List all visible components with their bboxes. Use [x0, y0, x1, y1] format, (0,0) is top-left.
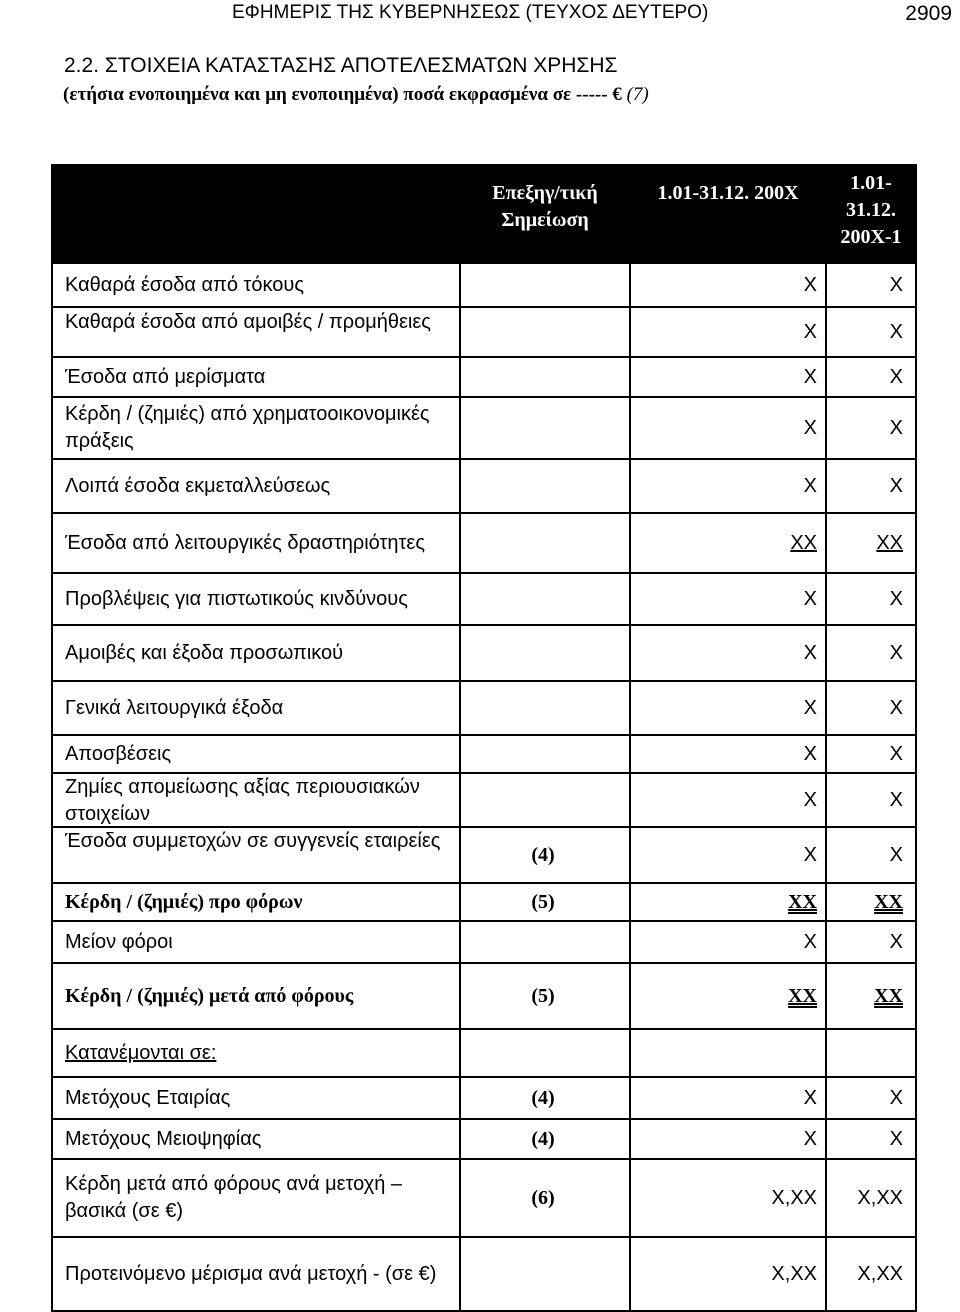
row-current: X	[630, 625, 826, 681]
row-note	[460, 773, 630, 827]
row-label: Καθαρά έσοδα από τόκους	[52, 263, 460, 307]
row-current: X,XX	[630, 1159, 826, 1237]
row-label: Προβλέψεις για πιστωτικούς κινδύνους	[52, 573, 460, 625]
row-previous: X	[826, 307, 916, 357]
row-previous	[826, 883, 916, 921]
row-label-text: Έσοδα συμμετοχών σε συγγενείς εταιρείες	[65, 830, 441, 852]
header-label-cell	[52, 165, 460, 263]
section-subtitle	[63, 84, 649, 106]
row-note: (4)	[460, 1119, 630, 1159]
row-note	[460, 459, 630, 513]
row-current-value: XX	[788, 890, 817, 913]
row-previous: X	[826, 735, 916, 773]
row-note: (5)	[460, 883, 630, 921]
table-row	[52, 883, 916, 921]
row-label: Μετόχους Μειοψηφίας	[52, 1119, 460, 1159]
row-current	[630, 963, 826, 1029]
row-current: X	[630, 1077, 826, 1119]
table-row	[52, 513, 916, 573]
row-label-text: Ζημίες απομείωσης αξίας περιουσιακών στοιχείων	[65, 776, 420, 825]
page-number: 2909	[905, 2, 952, 25]
row-previous	[826, 963, 916, 1029]
table-row	[52, 1159, 916, 1237]
row-previous: X	[826, 921, 916, 963]
row-note	[460, 1029, 630, 1077]
row-previous: X	[826, 1119, 916, 1159]
journal-title: ΕΦΗΜΕΡΙΣ ΤΗΣ ΚΥΒΕΡΝΗΣΕΩΣ (ΤΕΥΧΟΣ ΔΕΥΤΕΡΟ)	[232, 2, 709, 23]
row-current: X	[630, 573, 826, 625]
row-label: Έσοδα από λειτουργικές δραστηριότητες	[52, 513, 460, 573]
row-label: Αμοιβές και έξοδα προσωπικού	[52, 625, 460, 681]
row-current	[630, 883, 826, 921]
allocation-heading: Κατανέμονται σε:	[65, 1041, 217, 1064]
row-note	[460, 735, 630, 773]
row-previous: X,XX	[826, 1159, 916, 1237]
row-previous: X	[826, 827, 916, 883]
row-label	[52, 1029, 460, 1077]
table-row	[52, 1237, 916, 1311]
row-note	[460, 513, 630, 573]
table-row	[52, 1029, 916, 1077]
row-previous: X	[826, 681, 916, 735]
row-current: X	[630, 921, 826, 963]
income-statement-table	[51, 164, 917, 1312]
row-label: Κέρδη μετά από φόρους ανά μετοχή – βασικά (σε €)	[52, 1159, 460, 1237]
row-current: X	[630, 397, 826, 459]
row-current: X	[630, 681, 826, 735]
row-label: Κέρδη / (ζημιές) μετά από φόρους	[52, 963, 460, 1029]
row-label: Έσοδα από μερίσματα	[52, 357, 460, 397]
row-label: Γενικά λειτουργικά έξοδα	[52, 681, 460, 735]
row-note	[460, 397, 630, 459]
row-note	[460, 263, 630, 307]
row-current: X	[630, 735, 826, 773]
table-header-row	[52, 165, 916, 263]
row-current: X	[630, 263, 826, 307]
row-current: X	[630, 357, 826, 397]
row-current-value: XX	[790, 531, 817, 554]
row-current: X,XX	[630, 1237, 826, 1311]
row-current: X	[630, 307, 826, 357]
section-title: 2.2. ΣΤΟΙΧΕΙΑ ΚΑΤΑΣΤΑΣΗΣ ΑΠΟΤΕΛΕΣΜΑΤΩΝ ΧΡΗΣΗΣ	[64, 54, 618, 77]
row-previous: X	[826, 459, 916, 513]
row-label	[52, 773, 460, 827]
table-row	[52, 625, 916, 681]
row-note: (4)	[460, 827, 630, 883]
row-label: Κέρδη / (ζημιές) προ φόρων	[52, 883, 460, 921]
row-note	[460, 573, 630, 625]
row-previous: X	[826, 263, 916, 307]
table-row	[52, 827, 916, 883]
table-row	[52, 773, 916, 827]
table-row	[52, 357, 916, 397]
row-current	[630, 513, 826, 573]
table-row	[52, 1119, 916, 1159]
table-row	[52, 459, 916, 513]
row-previous-value: XX	[874, 890, 903, 913]
row-previous	[826, 513, 916, 573]
row-current: X	[630, 1119, 826, 1159]
header-previous-period: 1.01- 31.12. 200X-1	[826, 165, 916, 263]
row-current: X	[630, 459, 826, 513]
table-row	[52, 1077, 916, 1119]
row-note	[460, 357, 630, 397]
row-label: Κέρδη / (ζημιές) από χρηματοοικονομικές πράξεις	[52, 397, 460, 459]
subtitle-text: (ετήσια ενοποιημένα και μη ενοποιημένα) ποσά εκφρασμένα σε ----- €	[63, 84, 622, 105]
header-note: Επεξηγ/τική Σημείωση	[460, 165, 630, 263]
table-row	[52, 307, 916, 357]
table-row	[52, 735, 916, 773]
row-previous: X,XX	[826, 1237, 916, 1311]
row-note: (5)	[460, 963, 630, 1029]
page-header	[0, 2, 960, 28]
row-note	[460, 921, 630, 963]
table-row	[52, 921, 916, 963]
row-current: X	[630, 773, 826, 827]
table-row	[52, 963, 916, 1029]
row-previous: X	[826, 357, 916, 397]
row-previous: X	[826, 773, 916, 827]
row-label: Μετόχους Εταιρίας	[52, 1077, 460, 1119]
row-note	[460, 307, 630, 357]
table-row	[52, 263, 916, 307]
row-previous	[826, 1029, 916, 1077]
row-current: X	[630, 827, 826, 883]
row-previous: X	[826, 1077, 916, 1119]
table-row	[52, 397, 916, 459]
row-label: Μείον φόροι	[52, 921, 460, 963]
table-row	[52, 573, 916, 625]
row-previous: X	[826, 573, 916, 625]
row-label-text: Καθαρά έσοδα από αμοιβές / προμήθειες	[65, 311, 431, 333]
row-label: Λοιπά έσοδα εκμεταλλεύσεως	[52, 459, 460, 513]
subtitle-note: (7)	[626, 84, 649, 105]
row-note	[460, 1237, 630, 1311]
row-previous-value: XX	[874, 984, 903, 1007]
row-previous: X	[826, 397, 916, 459]
row-label: Προτεινόμενο μέρισμα ανά μετοχή - (σε €)	[52, 1237, 460, 1311]
row-note	[460, 681, 630, 735]
row-note: (4)	[460, 1077, 630, 1119]
row-label	[52, 307, 460, 357]
row-previous: X	[826, 625, 916, 681]
row-label	[52, 827, 460, 883]
row-label: Αποσβέσεις	[52, 735, 460, 773]
header-current-period: 1.01-31.12. 200X	[630, 165, 826, 263]
row-note	[460, 625, 630, 681]
row-current-value: XX	[788, 984, 817, 1007]
row-current	[630, 1029, 826, 1077]
table-row	[52, 681, 916, 735]
row-note: (6)	[460, 1159, 630, 1237]
row-previous-value: XX	[876, 531, 903, 554]
